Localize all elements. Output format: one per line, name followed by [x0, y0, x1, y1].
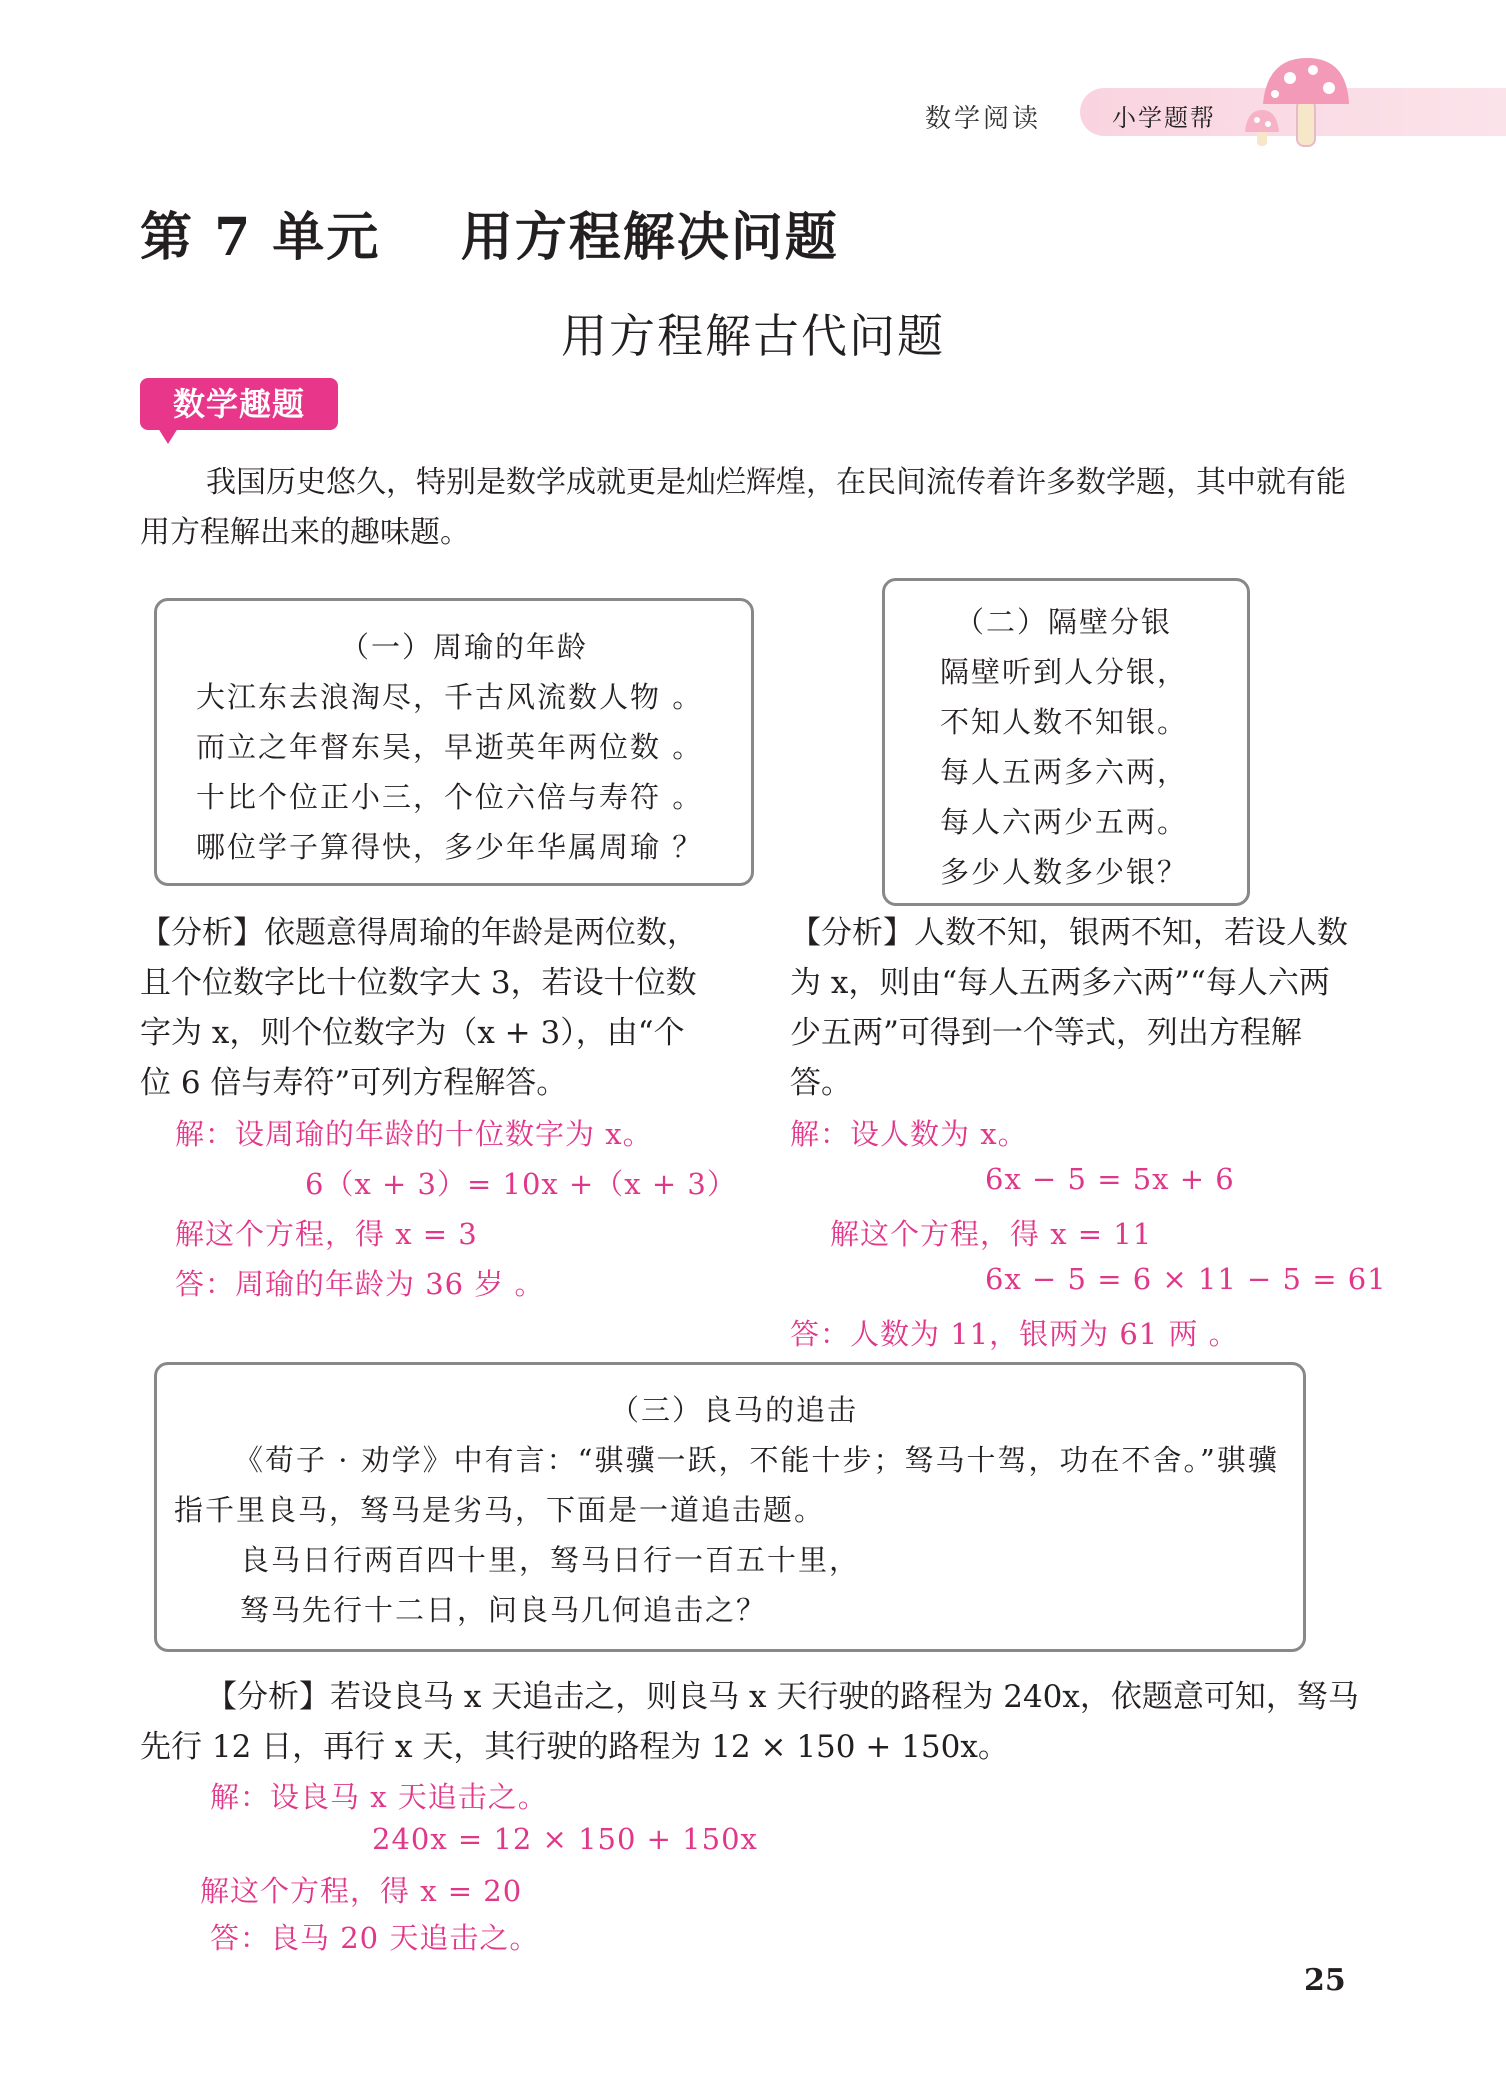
solution-2-line: 6x − 5 = 6 × 11 − 5 = 61	[985, 1262, 1387, 1296]
brand-label: 小学题帮	[1112, 104, 1216, 132]
poem-1-line: 哪位学子算得快，多少年华属周瑜 ？	[196, 830, 704, 864]
unit-title: 第 7 单元 用方程解决问题	[140, 207, 839, 268]
analysis-2: 【分析】人数不知，银两不知，若设人数为 x，则由“每人五两多六两”“每人六两少五两”可得到一个等式，列出方程解答。	[790, 915, 1348, 1101]
solution-2-line: 6x − 5 = 5x + 6	[985, 1162, 1235, 1196]
solution-3-line: 答：良马 20 天追击之。	[210, 1921, 540, 1955]
poem-3-line: 良马日行两百四十里，驽马日行一百五十里，	[240, 1543, 861, 1577]
solution-3-line: 240x = 12 × 150 + 150x	[372, 1822, 758, 1856]
poem-1-line: 十比个位正小三，个位六倍与寿符 。	[196, 780, 704, 814]
solution-2-line: 解这个方程，得 x = 11	[830, 1217, 1153, 1251]
solution-2-line: 答：人数为 11，银两为 61 两 。	[790, 1317, 1239, 1351]
poem-3-title: （三）良马的追击	[610, 1393, 859, 1427]
solution-1-line: 解：设周瑜的年龄的十位数字为 x。	[175, 1117, 653, 1151]
tag-pointer	[158, 428, 178, 444]
section-tag	[140, 378, 338, 430]
poem-3-line: 指千里良马，驽马是劣马，下面是一道追击题。	[174, 1493, 826, 1527]
poem-2-line: 每人六两少五两。	[940, 805, 1189, 839]
poem-2-line: 每人五两多六两，	[940, 755, 1189, 789]
intro-paragraph: 我国历史悠久，特别是数学成就更是灿烂辉煌，在民间流传着许多数学题，其中就有能用方程解出来的趣味题。	[140, 465, 1346, 550]
poem-1-line: 而立之年督东吴，早逝英年两位数 。	[196, 730, 704, 764]
poem-2-line: 多少人数多少银？	[940, 855, 1189, 889]
poem-1-line: 大江东去浪淘尽，千古风流数人物 。	[196, 680, 704, 714]
lesson-title: 用方程解古代问题	[561, 309, 945, 363]
poem-2-title: （二）隔壁分银	[955, 605, 1173, 639]
poem-2-line: 隔壁听到人分银，	[940, 655, 1189, 689]
solution-1-line: 答：周瑜的年龄为 36 岁 。	[175, 1267, 545, 1301]
mushroom-icon	[1245, 52, 1355, 152]
poem-3-line: 《荀子 · 劝学》中有言：“骐骥一跃，不能十步；驽马十驾，功在不舍。”骐骥	[234, 1443, 1279, 1477]
analysis-1: 【分析】依题意得周瑜的年龄是两位数，且个位数字比十位数字大 3，若设十位数字为 x，则个位数字为（x + 3），由“个位 6 倍与寿符”可列方程解答。	[140, 915, 698, 1101]
page-number: 25	[1304, 1963, 1346, 1998]
analysis-3: 【分析】若设良马 x 天追击之，则良马 x 天行驶的路程为 240x，依题意可知，驽马先行 12 日，再行 x 天，其行驶的路程为 12 × 150 + 150x。	[140, 1679, 1359, 1765]
section-tag-label: 数学趣题	[140, 378, 338, 430]
solution-2-line: 解：设人数为 x。	[790, 1117, 1028, 1151]
solution-1-line: 解这个方程，得 x = 3	[175, 1217, 478, 1251]
series-title: 数学阅读	[925, 104, 1042, 134]
solution-3-line: 解这个方程，得 x = 20	[200, 1874, 523, 1908]
poem-1-title: （一）周瑜的年龄	[340, 630, 589, 664]
solution-3-line: 解：设良马 x 天追击之。	[210, 1780, 548, 1814]
solution-1-line: 6（x + 3）= 10x +（x + 3）	[305, 1167, 737, 1201]
poem-2-line: 不知人数不知银。	[940, 705, 1189, 739]
poem-3-line: 驽马先行十二日，问良马几何追击之？	[240, 1593, 768, 1627]
